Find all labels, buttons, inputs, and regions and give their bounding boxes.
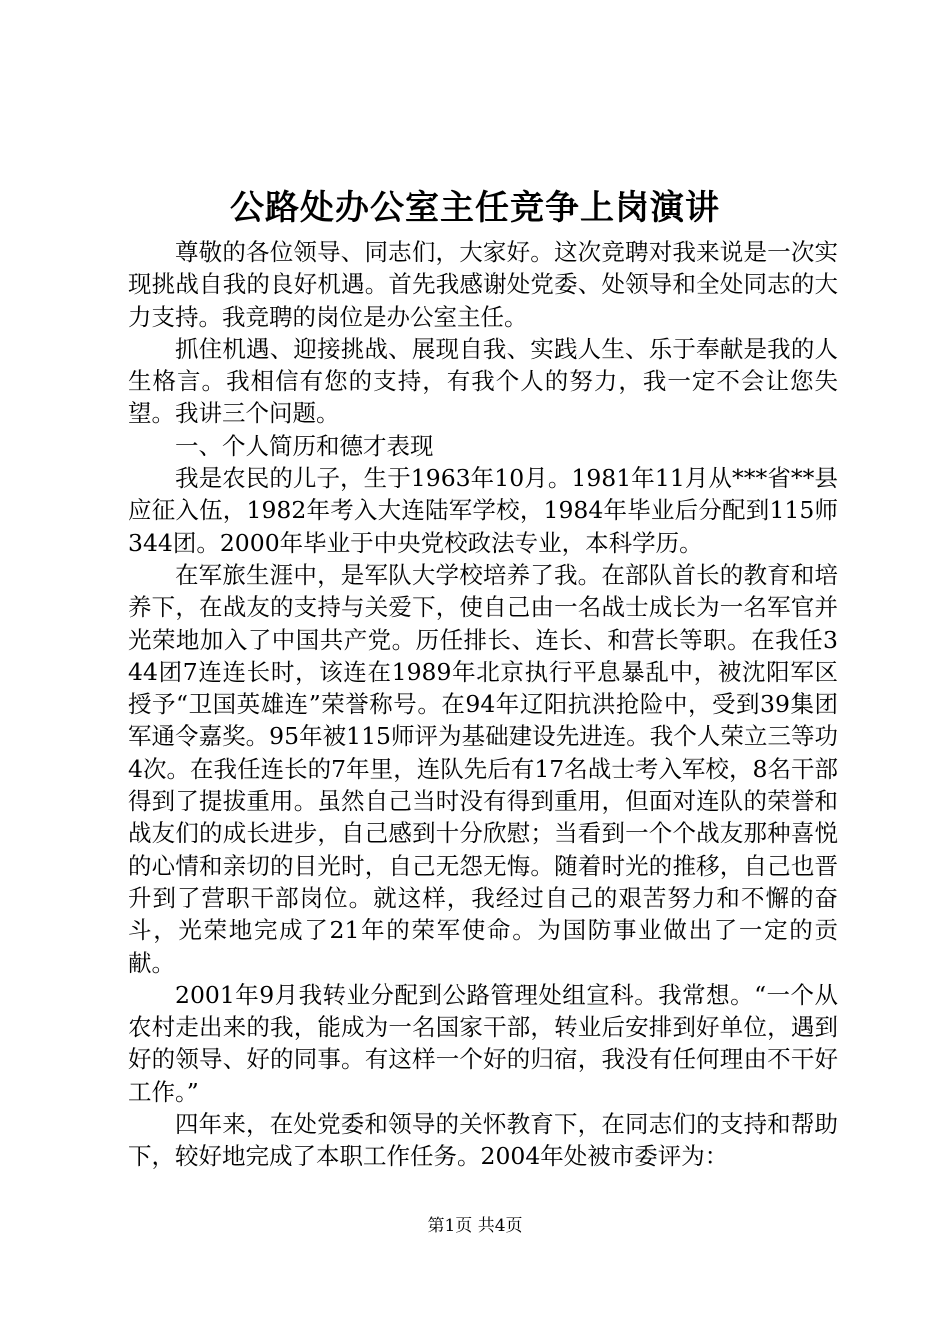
document-body (128, 236, 838, 1173)
paragraph-greeting: 尊敬的各位领导、同志们，大家好。这次竞聘对我来说是一次实现挑战自我的良好机遇。首先我感谢处党委、处领导和全处同志的大力支持。我竞聘的岗位是办公室主任。 (128, 238, 838, 331)
document-title: 公路处办公室主任竞争上岗演讲 (230, 188, 720, 228)
section-heading-resume: 一、个人简历和德才表现 (175, 431, 434, 460)
paragraph-four-years: 四年来，在处党委和领导的关怀教育下，在同志们的支持和帮助下，较好地完成了本职工作任务。2004年处被市委评为： (128, 1110, 838, 1171)
paragraph-transfer: 2001年9月我转业分配到公路管理处组宣科。我常想。“一个从农村走出来的我，能成为一名国家干部，转业后安排到好单位，遇到好的领导、好的同事。有这样一个好的归宿，我没有任何理由不干好工作。” (128, 980, 838, 1106)
paragraph-military-career: 在军旅生涯中，是军队大学校培养了我。在部队首长的教育和培养下，在战友的支持与关爱下，使自己由一名战士成长为一名军官并光荣地加入了中国共产党。历任排长、连长、和营长等职。在我任344团7连连长时，该连在1989年北京执行平息暴乱中，被沈阳军区授予“卫国英雄连”荣誉称号。在94年辽阳抗洪抢险中，受到39集团军通令嘉奖。95年被115师评为基础建设先进连。我个人荣立三等功4次。在我任连长的7年里，连队先后有17名战士考入军校，8名干部得到了提拔重用。虽然自己当时没有得到重用，但面对连队的荣誉和战友们的成长进步，自己感到十分欣慰；当看到一个个战友那种喜悦的心情和亲切的目光时，自己无怨无悔。随着时光的推移，自己也晋升到了营职干部岗位。就这样，我经过自己的艰苦努力和不懈的奋斗，光荣地完成了21年的荣军使命。为国防事业做出了一定的贡献。 (128, 560, 838, 977)
paragraph-biography: 我是农民的儿子，生于1963年10月。1981年11月从***省**县应征入伍，1982年考入大连陆军学校，1984年毕业后分配到115师344团。2000年毕业于中央党校政法专业，本科学历。 (128, 464, 838, 557)
page-number-footer: 第1页 共4页 (427, 1216, 523, 1236)
paragraph-motto: 抓住机遇、迎接挑战、展现自我、实践人生、乐于奉献是我的人生格言。我相信有您的支持，有我个人的努力，我一定不会让您失望。我讲三个问题。 (128, 334, 838, 428)
